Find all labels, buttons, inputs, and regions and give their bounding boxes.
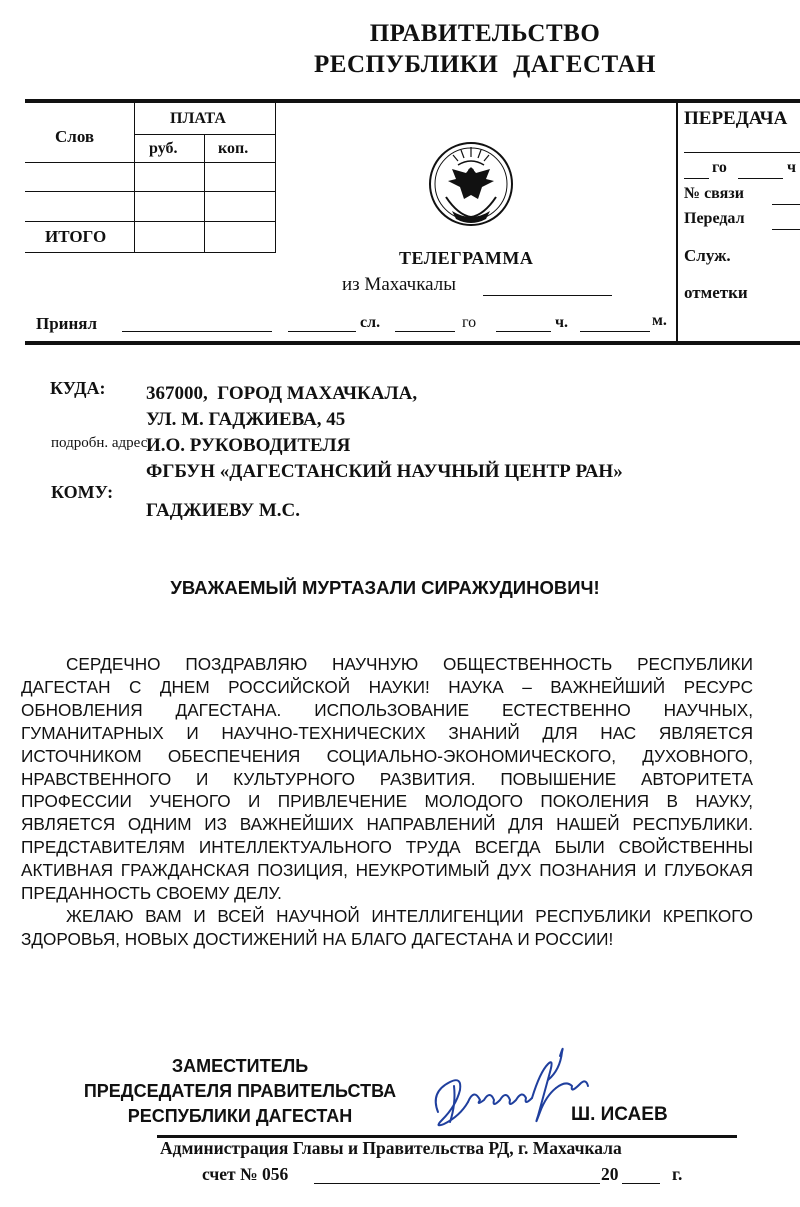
address-line4: ФГБУН «ДАГЕСТАНСКИЙ НАУЧНЫЙ ЦЕНТР РАН»: [146, 461, 623, 482]
address-line5: ГАДЖИЕВУ М.С.: [146, 500, 301, 521]
footer-admin: Администрация Главы и Правительства РД, г. Махачкала: [160, 1138, 622, 1158]
words-count-field[interactable]: [288, 331, 356, 332]
year-field[interactable]: [622, 1183, 660, 1184]
where-label: КУДА:: [50, 378, 106, 398]
year-prefix: 20: [601, 1164, 619, 1184]
address-line2: УЛ. М. ГАДЖИЕВА, 45: [146, 409, 346, 430]
signatory-title-line1: ЗАМЕСТИТЕЛЬ: [171, 1056, 309, 1076]
letter-paragraph-1: СЕРДЕЧНО ПОЗДРАВЛЯЮ НАУЧНУЮ ОБЩЕСТВЕННОСТЬ РЕСПУБЛИКИ ДАГЕСТАН С ДНЕМ РОССИЙСКОЙ НАУКИ! НАУКА – ВАЖНЕЙШИЙ РЕСУРС ОБНОВЛЕНИЯ ДАГЕСТАНА. ИСПОЛЬЗОВАНИЕ ЕСТЕСТВЕННО НАУЧНЫХ, ГУМАНИТАРНЫХ И НАУЧНО-ТЕХНИЧЕСКИХ ЗНАНИЙ ДЛЯ НАС ЯВЛЯЕТСЯ ИСТОЧНИКОМ ОБЕСПЕЧЕНИЯ СОЦИАЛЬНО-ЭКОНОМИЧЕСКОГО, ДУХОВНОГО, НРАВСТВЕННОГО И КУЛЬТУРНОГО РАЗВИТИЯ. ПОВЫШЕНИЕ АВТОРИТЕТА ПРОФЕССИИ УЧЕНОГО И ПРИВЛЕЧЕНИЕ МОЛОДОГО ПОКОЛЕНИЯ В НАУКУ, ЯВЛЯЕТСЯ ОДНИМ ИЗ ВАЖНЕЙШИХ НАПРАВЛЕНИЙ ДЛЯ НАШЕЙ РЕСПУБЛИКИ. ПРЕДСТАВИТЕЛЯМ ИНТЕЛЛЕКТУАЛЬНОГО ТРУДА ВСЕГДА БЫЛИ СВОЙСТВЕННЫ АКТИВНАЯ ГРАЖДАНСКАЯ ПОЗИЦИЯ, НЕУКРОТИМЫЙ ДУХ ПОЗНАНИЯ И ГЛУБОКАЯ ПРЕДАННОСТЬ СВОЕМУ ДЕЛУ.: [21, 654, 753, 904]
total-label: ИТОГО: [45, 227, 107, 246]
h-label: ч.: [555, 314, 569, 331]
form-bottom-border: [25, 341, 800, 345]
government-title-line1: ПРАВИТЕЛЬСТВО: [369, 20, 601, 47]
dagestan-coat-of-arms-icon: [428, 137, 514, 231]
to-label: КОМУ:: [51, 482, 114, 502]
link-label: № связи: [684, 185, 744, 202]
received-label: Принял: [36, 314, 98, 333]
words-label: Слов: [55, 127, 95, 146]
year-suffix: г.: [672, 1164, 683, 1184]
transmission-field-1[interactable]: [684, 152, 800, 153]
salutation: УВАЖАЕМЫЙ МУРТАЗАЛИ СИРАЖУДИНОВИЧ!: [170, 577, 600, 598]
signatory-name: Ш. ИСАЕВ: [571, 1104, 668, 1125]
service-label: Служ.: [684, 246, 731, 265]
sent-label: Передал: [684, 210, 745, 227]
signatory-title: [30, 1054, 450, 1129]
telegram-title: ТЕЛЕГРАММА: [399, 248, 534, 268]
government-title-line2: РЕСПУБЛИКИ ДАГЕСТАН: [314, 51, 656, 78]
day-field[interactable]: [395, 331, 455, 332]
link-field[interactable]: [772, 204, 800, 205]
signatory-title-line3: РЕСПУБЛИКИ ДАГЕСТАН: [127, 1106, 353, 1126]
sent-field[interactable]: [772, 229, 800, 230]
letter-paragraph-2: ЖЕЛАЮ ВАМ И ВСЕЙ НАУЧНОЙ ИНТЕЛЛИГЕНЦИИ РЕСПУБЛИКИ КРЕПКОГО ЗДОРОВЬЯ, НОВЫХ ДОСТИЖЕНИЙ НА БЛАГО ДАГЕСТАНА И РОССИИ!: [21, 905, 753, 949]
received-field[interactable]: [122, 331, 272, 332]
transmission-go-label: го: [712, 159, 727, 176]
transmission-date-field[interactable]: [684, 178, 709, 179]
kop-label: коп.: [218, 140, 249, 157]
telegram-from-field[interactable]: [483, 295, 612, 296]
transmission-hour-field[interactable]: [738, 178, 783, 179]
m-label: м.: [652, 312, 667, 329]
transmission-title: ПЕРЕДАЧА: [684, 108, 788, 129]
fee-label: ПЛАТА: [170, 110, 226, 127]
hour-field[interactable]: [496, 331, 551, 332]
government-title: [0, 18, 800, 80]
marks-label: отметки: [684, 283, 748, 302]
received-go-label: го: [462, 314, 477, 331]
address-line3: И.О. РУКОВОДИТЕЛЯ: [146, 435, 351, 456]
account-field[interactable]: [314, 1183, 600, 1184]
detail-address-label: подробн. адрес: [51, 435, 148, 451]
form-right-separator: [676, 99, 678, 341]
transmission-h-label: ч: [787, 159, 797, 176]
telegram-from-label: из Махачкалы: [342, 274, 457, 295]
account-label: счет № 056: [202, 1164, 289, 1184]
fee-table: [25, 103, 276, 253]
letter-body: [21, 653, 753, 951]
minute-field[interactable]: [580, 331, 650, 332]
address-line1: 367000, ГОРОД МАХАЧКАЛА,: [146, 383, 418, 404]
sl-label: сл.: [360, 314, 381, 331]
rub-label: руб.: [149, 140, 178, 157]
signatory-title-line2: ПРЕДСЕДАТЕЛЯ ПРАВИТЕЛЬСТВА: [83, 1081, 397, 1101]
